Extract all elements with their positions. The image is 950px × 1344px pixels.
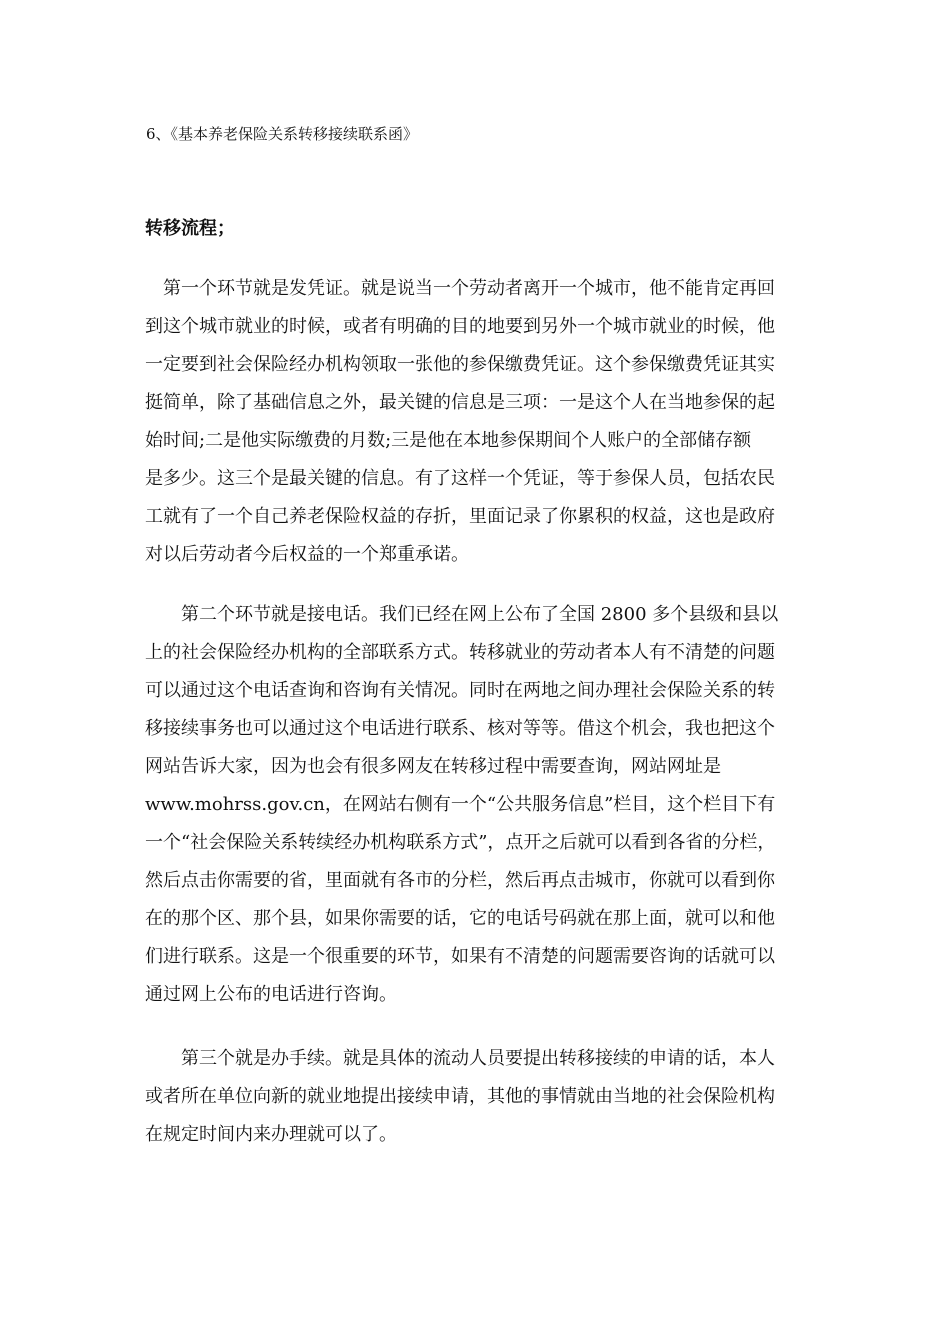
- paragraph-2-line-9: 在的那个区、那个县，如果你需要的话，它的电话号码就在那上面，就可以和他: [145, 908, 775, 929]
- paragraph-2-line-3: 可以通过这个电话查询和咨询有关情况。同时在两地之间办理社会保险关系的转: [145, 680, 775, 701]
- paragraph-3-line-1: 第三个就是办手续。就是具体的流动人员要提出转移接续的申请的话，本人: [181, 1048, 775, 1069]
- paragraph-2-line-5: 网站告诉大家，因为也会有很多网友在转移过程中需要查询，网站网址是: [145, 756, 721, 777]
- section-heading: 转移流程；: [145, 218, 235, 239]
- paragraph-3-line-2: 或者所在单位向新的就业地提出接续申请，其他的事情就由当地的社会保险机构: [145, 1086, 775, 1107]
- paragraph-1-line-1: 第一个环节就是发凭证。就是说当一个劳动者离开一个城市，他不能肯定再回: [163, 278, 775, 299]
- paragraph-2-line-11: 通过网上公布的电话进行咨询。: [145, 984, 397, 1005]
- paragraph-1-line-4: 挺简单，除了基础信息之外，最关键的信息是三项：一是这个人在当地参保的起: [145, 392, 775, 413]
- paragraph-2-line-4: 移接续事务也可以通过这个电话进行联系、核对等等。借这个机会，我也把这个: [145, 718, 775, 739]
- paragraph-1-line-3: 一定要到社会保险经办机构领取一张他的参保缴费凭证。这个参保缴费凭证其实: [145, 354, 775, 375]
- paragraph-2-line-2: 上的社会保险经办机构的全部联系方式。转移就业的劳动者本人有不清楚的问题: [145, 642, 775, 663]
- paragraph-1-line-8: 对以后劳动者今后权益的一个郑重承诺。: [145, 544, 469, 565]
- paragraph-1-line-7: 工就有了一个自己养老保险权益的存折，里面记录了你累积的权益，这也是政府: [145, 506, 775, 527]
- paragraph-2-line-8: 然后点击你需要的省，里面就有各市的分栏，然后再点击城市，你就可以看到你: [145, 870, 775, 891]
- list-item-6: 6、《基本养老保险关系转移接续联系函》: [146, 125, 419, 143]
- paragraph-2-line-6: www.mohrss.gov.cn，在网站右侧有一个“公共服务信息”栏目，这个栏目下有: [145, 794, 776, 815]
- paragraph-1-line-6: 是多少。这三个是最关键的信息。有了这样一个凭证，等于参保人员，包括农民: [145, 468, 775, 489]
- paragraph-3-line-3: 在规定时间内来办理就可以了。: [145, 1124, 397, 1145]
- paragraph-2-line-1: 第二个环节就是接电话。我们已经在网上公布了全国 2800 多个县级和县以: [181, 604, 779, 625]
- paragraph-2-line-7: 一个“社会保险关系转续经办机构联系方式”，点开之后就可以看到各省的分栏，: [145, 832, 776, 853]
- paragraph-2-line-10: 们进行联系。这是一个很重要的环节，如果有不清楚的问题需要咨询的话就可以: [145, 946, 775, 967]
- paragraph-1-line-5: 始时间;二是他实际缴费的月数;三是他在本地参保期间个人账户的全部储存额: [145, 430, 752, 451]
- paragraph-1-line-2: 到这个城市就业的时候，或者有明确的目的地要到另外一个城市就业的时候，他: [145, 316, 775, 337]
